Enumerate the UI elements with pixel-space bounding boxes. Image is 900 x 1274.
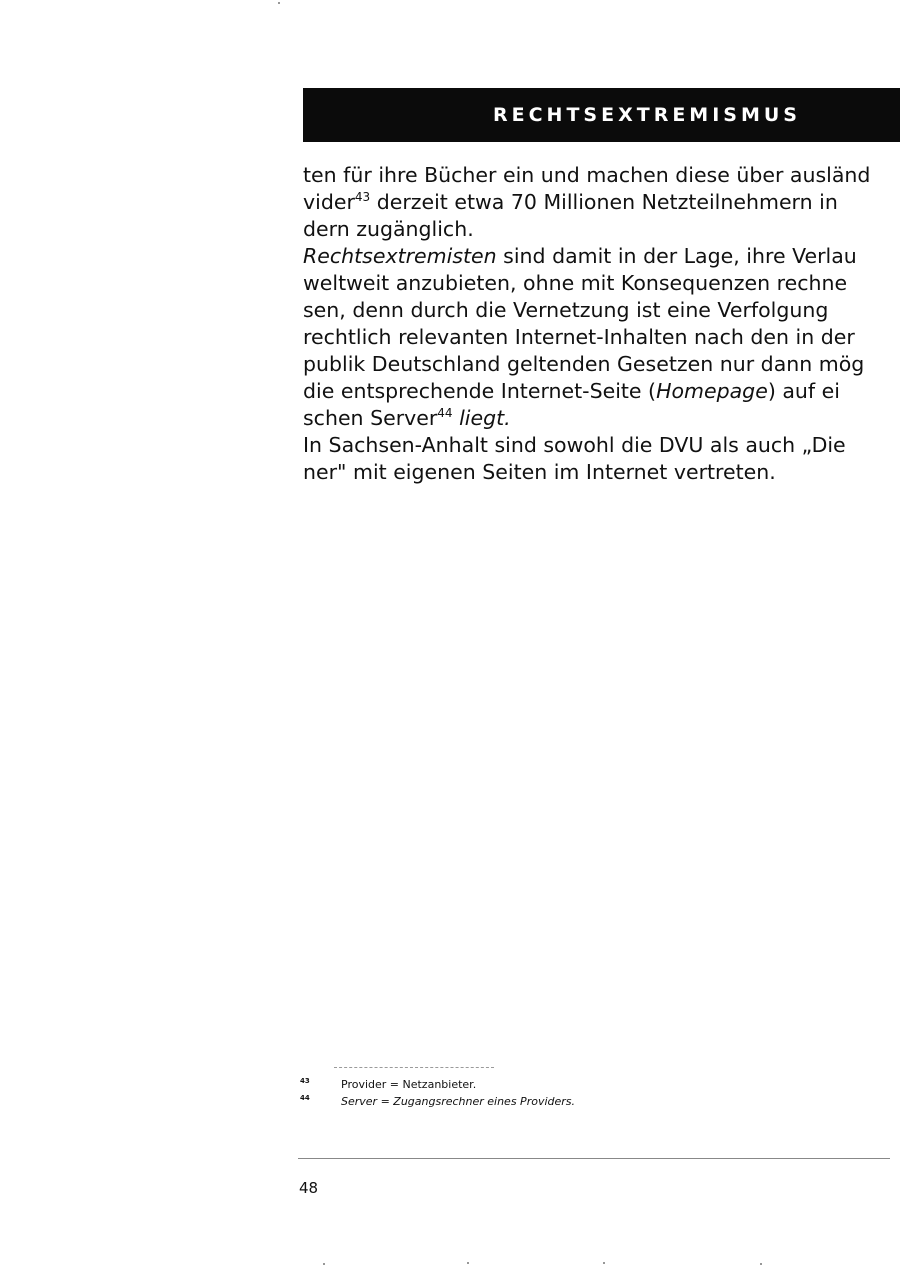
footnote-text: Server = Zugangsrechner eines Providers. (341, 1095, 576, 1108)
footnote-number: 43 (300, 1077, 310, 1085)
scan-speck (760, 1263, 762, 1265)
scan-speck (603, 1262, 605, 1264)
text-line: dern zugänglich. (303, 217, 474, 241)
footnotes (300, 1076, 575, 1110)
page-number: 48 (299, 1179, 319, 1197)
footnote-number: 44 (300, 1094, 310, 1102)
scan-speck (323, 1263, 325, 1265)
text-line: vider$^{43}$ derzeit etwa 70 Millionen Netzteilnehmern in (303, 190, 838, 214)
text-line: ner" mit eigenen Seiten im Internet vertreten. (303, 460, 776, 484)
page-header (303, 88, 900, 142)
section-title: RECHTSEXTREMISMUS (493, 104, 801, 126)
footnote-ref: 43 (354, 190, 371, 205)
scan-speck (467, 1262, 469, 1264)
footnote (300, 1076, 575, 1093)
text-line: rechtlich relevanten Internet-Inhalten nach den in der (303, 325, 855, 349)
footnote-text: Provider = Netzanbieter. (341, 1078, 477, 1091)
footnote-separator (334, 1067, 494, 1068)
body-text (303, 162, 900, 486)
footnote-ref: 44 (437, 406, 453, 421)
text-line: weltweit anzubieten, ohne mit Konsequenzen rechne (303, 271, 848, 295)
text-line: ten für ihre Bücher ein und machen diese über ausländ (303, 163, 871, 187)
text-line: sen, denn durch die Vernetzung ist eine Verfolgung (303, 298, 829, 322)
footnote (300, 1093, 575, 1110)
text-line: publik Deutschland geltenden Gesetzen nur dann mög (303, 352, 865, 376)
text-line: schen Server$^{44}$ liegt. (303, 406, 511, 430)
text-line: Rechtsextremisten sind damit in der Lage, ihre Verlau (303, 244, 857, 268)
page-divider (298, 1158, 890, 1159)
text-line: die entsprechende Internet-Seite (Homepage) auf ei (303, 379, 840, 403)
scan-speck (278, 2, 280, 4)
text-line: In Sachsen-Anhalt sind sowohl die DVU als auch „Die (303, 433, 846, 457)
